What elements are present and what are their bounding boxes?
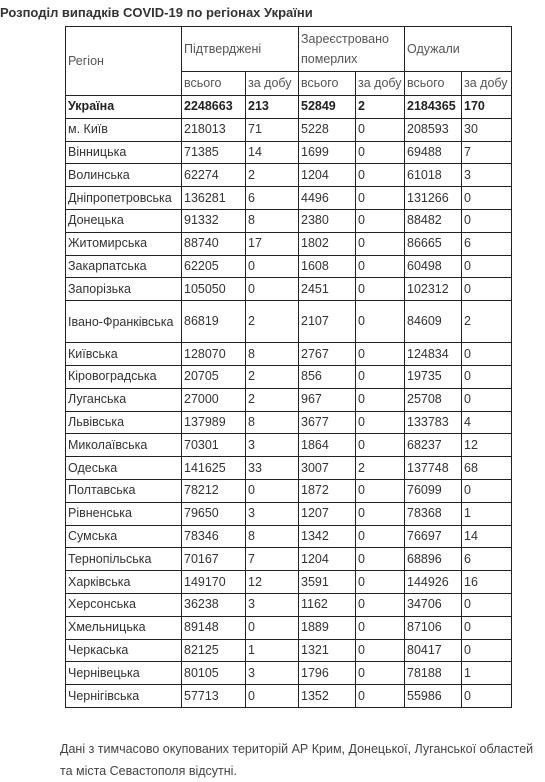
cell-deaths-total: 1802 [299,232,356,255]
cell-deaths-daily: 0 [356,639,405,662]
table-row [66,571,512,594]
header-recovered-total: всього [405,72,462,96]
cell-recovered-daily: 170 [462,96,512,119]
table-row [66,548,512,571]
cell-confirmed-daily: 0 [246,479,299,502]
cell-recovered-daily: 0 [462,479,512,502]
cell-recovered-daily: 16 [462,571,512,594]
cell-recovered-daily: 0 [462,209,512,232]
cell-confirmed-total: 70301 [182,434,246,457]
cell-recovered-daily: 68 [462,457,512,480]
cell-deaths-daily: 0 [356,232,405,255]
cell-deaths-daily: 0 [356,434,405,457]
cell-deaths-total: 1162 [299,593,356,616]
table-body [66,96,512,708]
cell-recovered-daily: 0 [462,187,512,210]
cell-recovered-total: 34706 [405,593,462,616]
cell-recovered-total: 25708 [405,388,462,411]
cell-region: Чернівецька [66,662,182,685]
cell-confirmed-daily: 8 [246,525,299,548]
cell-deaths-total: 856 [299,365,356,388]
cell-region: Чернігівська [66,685,182,708]
table-row [66,616,512,639]
cell-confirmed-daily: 0 [246,685,299,708]
table-row-total [66,96,512,119]
cell-recovered-daily: 0 [462,639,512,662]
cell-confirmed-daily: 71 [246,118,299,141]
cell-recovered-total: 76099 [405,479,462,502]
header-deaths-daily: за добу [356,72,405,96]
cell-deaths-total: 3591 [299,571,356,594]
table-row [66,187,512,210]
table-row [66,639,512,662]
cell-deaths-total: 1864 [299,434,356,457]
cell-confirmed-daily: 0 [246,255,299,278]
cell-confirmed-total: 36238 [182,593,246,616]
cell-deaths-total: 2451 [299,278,356,301]
cell-region: Тернопільська [66,548,182,571]
cell-recovered-total: 124834 [405,343,462,366]
cell-confirmed-daily: 0 [246,278,299,301]
cell-region: м. Київ [66,118,182,141]
cell-deaths-total: 1796 [299,662,356,685]
cell-deaths-daily: 2 [356,96,405,119]
cell-deaths-total: 2380 [299,209,356,232]
table-row [66,209,512,232]
cell-region: Черкаська [66,639,182,662]
cell-confirmed-total: 86819 [182,301,246,343]
cell-confirmed-daily: 213 [246,96,299,119]
cell-confirmed-total: 80105 [182,662,246,685]
cell-confirmed-total: 27000 [182,388,246,411]
table-row [66,685,512,708]
cell-region: Закарпатська [66,255,182,278]
cell-deaths-daily: 0 [356,593,405,616]
cell-recovered-daily: 4 [462,411,512,434]
header-recovered: Одужали [405,27,512,72]
cell-deaths-daily: 0 [356,118,405,141]
cell-deaths-daily: 0 [356,525,405,548]
cell-confirmed-total: 20705 [182,365,246,388]
header-confirmed-total: всього [182,72,246,96]
cell-deaths-daily: 0 [356,502,405,525]
cell-deaths-total: 1352 [299,685,356,708]
cell-deaths-total: 5228 [299,118,356,141]
cell-recovered-daily: 14 [462,525,512,548]
cell-region: Київська [66,343,182,366]
cell-confirmed-daily: 6 [246,187,299,210]
cell-deaths-daily: 0 [356,685,405,708]
cell-deaths-total: 3677 [299,411,356,434]
cell-deaths-total: 2107 [299,301,356,343]
header-deaths: Зареєстровано померлих [299,27,405,72]
cell-deaths-daily: 0 [356,343,405,366]
cell-region: Дніпропетровська [66,187,182,210]
cell-recovered-total: 76697 [405,525,462,548]
table-row [66,164,512,187]
cell-recovered-total: 208593 [405,118,462,141]
table-row [66,662,512,685]
table-row [66,365,512,388]
cell-deaths-total: 1207 [299,502,356,525]
cell-region: Одеська [66,457,182,480]
cell-region: Запорізька [66,278,182,301]
cell-recovered-daily: 0 [462,616,512,639]
header-region: Регіон [66,27,182,96]
cell-confirmed-daily: 14 [246,141,299,164]
cell-deaths-daily: 0 [356,164,405,187]
cell-confirmed-total: 62205 [182,255,246,278]
covid-regions-table [65,26,512,708]
table-row [66,411,512,434]
cell-deaths-daily: 0 [356,141,405,164]
cell-recovered-daily: 2 [462,301,512,343]
cell-recovered-total: 133783 [405,411,462,434]
cell-deaths-daily: 0 [356,662,405,685]
cell-confirmed-daily: 2 [246,365,299,388]
cell-recovered-daily: 12 [462,434,512,457]
cell-region: Вінницька [66,141,182,164]
cell-recovered-total: 87106 [405,616,462,639]
cell-recovered-daily: 6 [462,232,512,255]
cell-region: Україна [66,96,182,119]
cell-region: Донецька [66,209,182,232]
cell-deaths-daily: 0 [356,301,405,343]
cell-recovered-total: 88482 [405,209,462,232]
cell-deaths-total: 1608 [299,255,356,278]
cell-deaths-daily: 0 [356,365,405,388]
cell-recovered-total: 131266 [405,187,462,210]
table-row [66,141,512,164]
cell-recovered-total: 55986 [405,685,462,708]
cell-deaths-total: 3007 [299,457,356,480]
cell-recovered-total: 68896 [405,548,462,571]
cell-recovered-total: 80417 [405,639,462,662]
cell-confirmed-total: 82125 [182,639,246,662]
cell-confirmed-daily: 2 [246,388,299,411]
table-row [66,525,512,548]
cell-deaths-daily: 0 [356,548,405,571]
cell-recovered-daily: 0 [462,388,512,411]
cell-confirmed-total: 88740 [182,232,246,255]
cell-recovered-daily: 6 [462,548,512,571]
cell-recovered-total: 69488 [405,141,462,164]
cell-deaths-daily: 0 [356,388,405,411]
cell-recovered-daily: 0 [462,365,512,388]
cell-recovered-total: 61018 [405,164,462,187]
table-row [66,502,512,525]
cell-region: Харківська [66,571,182,594]
cell-confirmed-daily: 1 [246,639,299,662]
cell-confirmed-total: 79650 [182,502,246,525]
cell-confirmed-total: 57713 [182,685,246,708]
cell-deaths-daily: 0 [356,255,405,278]
cell-confirmed-daily: 0 [246,616,299,639]
footnote: Дані з тимчасово окупованих територій АР Крим, Донецької, Луганської областей та міста Севастополя відсутні. [60,742,534,778]
cell-deaths-daily: 0 [356,479,405,502]
cell-confirmed-daily: 3 [246,434,299,457]
cell-recovered-daily: 30 [462,118,512,141]
cell-recovered-daily: 0 [462,255,512,278]
cell-confirmed-daily: 3 [246,662,299,685]
cell-recovered-total: 78188 [405,662,462,685]
cell-confirmed-total: 149170 [182,571,246,594]
cell-deaths-total: 1889 [299,616,356,639]
cell-deaths-daily: 2 [356,457,405,480]
cell-region: Сумська [66,525,182,548]
table-row [66,457,512,480]
cell-recovered-daily: 7 [462,141,512,164]
page-title: Розподіл випадків COVID-19 по регіонах України [0,5,313,20]
cell-recovered-daily: 1 [462,662,512,685]
table-row [66,301,512,343]
cell-region: Рівненська [66,502,182,525]
cell-confirmed-total: 89148 [182,616,246,639]
cell-confirmed-total: 2248663 [182,96,246,119]
cell-confirmed-total: 70167 [182,548,246,571]
table-row [66,388,512,411]
cell-region: Львівська [66,411,182,434]
cell-confirmed-total: 78212 [182,479,246,502]
cell-confirmed-daily: 17 [246,232,299,255]
cell-region: Кіровоградська [66,365,182,388]
header-confirmed: Підтверджені [182,27,299,72]
table-row [66,118,512,141]
cell-confirmed-total: 128070 [182,343,246,366]
cell-confirmed-daily: 2 [246,301,299,343]
cell-recovered-total: 2184365 [405,96,462,119]
cell-confirmed-total: 136281 [182,187,246,210]
cell-confirmed-daily: 33 [246,457,299,480]
cell-confirmed-daily: 12 [246,571,299,594]
cell-recovered-total: 78368 [405,502,462,525]
cell-confirmed-total: 218013 [182,118,246,141]
cell-recovered-total: 60498 [405,255,462,278]
cell-region: Волинська [66,164,182,187]
cell-confirmed-daily: 7 [246,548,299,571]
cell-deaths-total: 1872 [299,479,356,502]
cell-recovered-daily: 0 [462,343,512,366]
table-row [66,255,512,278]
cell-deaths-total: 2767 [299,343,356,366]
header-deaths-total: всього [299,72,356,96]
cell-confirmed-total: 137989 [182,411,246,434]
cell-recovered-total: 84609 [405,301,462,343]
cell-region: Хмельницька [66,616,182,639]
cell-deaths-total: 1342 [299,525,356,548]
cell-deaths-total: 1699 [299,141,356,164]
cell-recovered-total: 68237 [405,434,462,457]
table-row [66,278,512,301]
cell-deaths-daily: 0 [356,411,405,434]
cell-recovered-daily: 0 [462,278,512,301]
cell-deaths-total: 1204 [299,548,356,571]
header-confirmed-daily: за добу [246,72,299,96]
cell-deaths-daily: 0 [356,187,405,210]
cell-recovered-total: 144926 [405,571,462,594]
table-row [66,343,512,366]
cell-recovered-total: 19735 [405,365,462,388]
table-row [66,593,512,616]
cell-confirmed-total: 71385 [182,141,246,164]
cell-region: Житомирська [66,232,182,255]
cell-deaths-total: 1204 [299,164,356,187]
cell-deaths-total: 1321 [299,639,356,662]
cell-recovered-daily: 0 [462,685,512,708]
cell-recovered-total: 86665 [405,232,462,255]
cell-deaths-total: 4496 [299,187,356,210]
cell-recovered-daily: 1 [462,502,512,525]
cell-deaths-daily: 0 [356,616,405,639]
cell-confirmed-total: 141625 [182,457,246,480]
header-recovered-daily: за добу [462,72,512,96]
cell-region: Луганська [66,388,182,411]
cell-recovered-total: 102312 [405,278,462,301]
cell-confirmed-daily: 3 [246,593,299,616]
cell-recovered-daily: 3 [462,164,512,187]
cell-confirmed-daily: 2 [246,164,299,187]
cell-confirmed-daily: 8 [246,343,299,366]
cell-confirmed-total: 105050 [182,278,246,301]
cell-confirmed-total: 78346 [182,525,246,548]
cell-deaths-daily: 0 [356,571,405,594]
header-row-groups [66,27,512,72]
cell-confirmed-daily: 8 [246,411,299,434]
cell-region: Полтавська [66,479,182,502]
cell-confirmed-total: 91332 [182,209,246,232]
table-row [66,232,512,255]
cell-deaths-daily: 0 [356,209,405,232]
cell-confirmed-total: 62274 [182,164,246,187]
table-row [66,479,512,502]
cell-region: Миколаївська [66,434,182,457]
table-row [66,434,512,457]
cell-deaths-total: 52849 [299,96,356,119]
cell-region: Херсонська [66,593,182,616]
cell-deaths-daily: 0 [356,278,405,301]
cell-recovered-daily: 0 [462,593,512,616]
cell-confirmed-daily: 8 [246,209,299,232]
cell-deaths-total: 967 [299,388,356,411]
cell-region: Івано-Франківська [66,301,182,343]
cell-confirmed-daily: 3 [246,502,299,525]
cell-recovered-total: 137748 [405,457,462,480]
